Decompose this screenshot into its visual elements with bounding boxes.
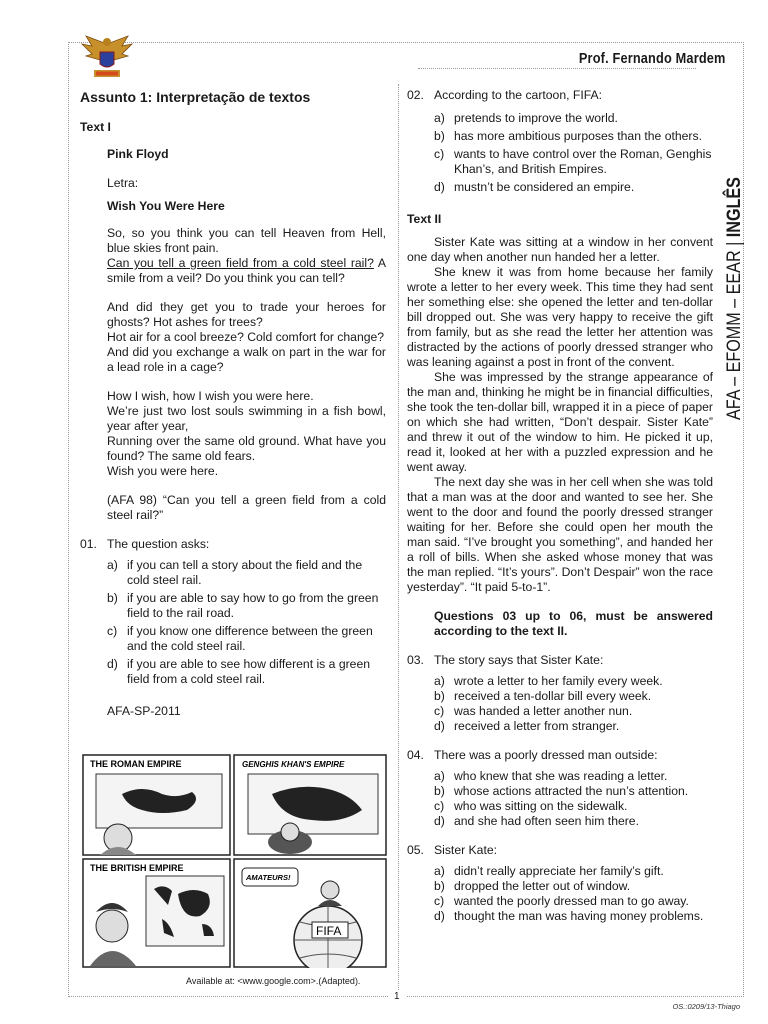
author-name: Prof. Fernando Mardem	[579, 50, 726, 67]
option[interactable]: d) mustn’t be considered an empire.	[434, 180, 635, 194]
option[interactable]: a) who knew that she was reading a letter.	[434, 769, 668, 783]
option[interactable]: a) didn’t really appreciate her family’s gift.	[434, 864, 664, 878]
text-label: Text II	[407, 212, 442, 226]
option[interactable]: d) thought the man was having money problems.	[434, 909, 704, 923]
band-name: Pink Floyd	[107, 147, 169, 161]
option[interactable]: a) wrote a letter to her family every week.	[434, 674, 663, 688]
section-title: Assunto 1: Interpretação de textos	[80, 89, 311, 105]
question-01: 01. The question asks:	[80, 537, 210, 551]
text-ii-body: Sister Kate was sitting at a window in her convent one day when another nun handed her a letter. She knew it was from home because her family wrote a letter to her every week. This time they had sent her something else: she opened the letter and ten-dollar bill dropped out. She was very happy to receive the gift from family, but as she read the letter her attention was distracted by the actions of poorly dressed stranger who was leaning against a post in front of the convent. She was impressed by the strange appearance of the man and, thinking he might be in financial difficulties, she took the ten-dollar bill, wrapped it in a piece of paper on which she had written, “Don’t despair. Sister Kate” and threw it out of the window to him. He picked it up, read it, looked at her with a puzzled expression and he went away. The next day she was in her cell when she was told that a man was at the door and wanted to see her. She went to the door and found the poorly dressed stranger waiting for her. Before she could open her mouth the man said. “I’ve brought you something”, and handed her a roll of bills. When she asked whose money that was the man replied. “It’s yours”. Don’t Despair” won the race yesterday”. “It paid 5-to-1”.	[407, 235, 713, 594]
left-column	[80, 88, 386, 719]
letra-label: Letra:	[107, 176, 139, 190]
afa98-quote: (AFA 98) “Can you tell a green field from a cold steel rail?”	[107, 493, 386, 522]
text-label: Text I	[80, 120, 111, 134]
song-title: Wish You Were Here	[107, 199, 225, 213]
question-02-options	[407, 111, 713, 195]
afa-sp-label: AFA-SP-2011	[107, 704, 181, 718]
amateurs-balloon: AMATEURS!	[246, 873, 291, 882]
question-05: 05. Sister Kate:	[407, 843, 497, 857]
option[interactable]: d) and she had often seen him there.	[434, 814, 639, 828]
option[interactable]: c) who was sitting on the sidewalk.	[434, 799, 628, 813]
option[interactable]: b) received a ten-dollar bill every week.	[434, 689, 652, 703]
cartoon-caption: Available at: <www.google.com>.(Adapted).	[186, 976, 361, 986]
underlined-question: Can you tell a green field from a cold steel rail?	[107, 256, 374, 270]
question-05-options	[407, 864, 713, 924]
option[interactable]: a) pretends to improve the world.	[434, 111, 618, 125]
header-rule	[418, 68, 696, 69]
option[interactable]: d) received a letter from stranger.	[434, 719, 620, 733]
british-label: THE BRITISH EMPIRE	[90, 863, 184, 873]
genghis-label: GENGHIS KHAN'S EMPIRE	[242, 760, 345, 769]
column-divider	[398, 84, 399, 992]
question-02: 02. According to the cartoon, FIFA:	[407, 88, 602, 102]
option[interactable]: b) if you are able to say how to go from the green field to the rail road.	[107, 591, 379, 620]
option[interactable]: b) whose actions attracted the nun’s attention.	[434, 784, 689, 798]
question-04: 04. There was a poorly dressed man outside:	[407, 748, 658, 762]
option[interactable]: b) has more ambitious purposes than the others.	[434, 129, 702, 143]
fifa-label: FIFA	[316, 924, 342, 938]
question-04-options	[407, 769, 713, 829]
vertical-subject-title: AFA – EFOMM – EEAR | INGLÊS	[724, 177, 745, 420]
option[interactable]: a) if you can tell a story about the field and the cold steel rail.	[107, 558, 363, 587]
option[interactable]: b) dropped the letter out of window.	[434, 879, 631, 893]
os-code: OS.:0209/13-Thiago	[672, 1002, 740, 1011]
roman-label: THE ROMAN EMPIRE	[90, 759, 182, 769]
question-01-options	[80, 558, 386, 687]
option[interactable]: d) if you are able to see how different is a green field from a cold steel rail.	[107, 657, 370, 686]
lyrics: So, so you think you can tell Heaven from Hell, blue skies front pain. Can you tell a green field from a cold steel rail? A smile from a veil? Do you think you can tell? And did they get you to trade your heroes for ghosts? Hot ashes for trees? Hot air for a cool breeze? Cold comfort for change? And did you exchange a walk on part in the war for a lead role in a cage? How I wish, how I wish you were here. We’re just two lost souls swimming in a fish bowl, year after year, Running over the same old ground. What have you found? The same old fears. Wish you were here. (AFA 98) “Can you tell a green field from a cold steel rail?”	[107, 226, 386, 522]
instructions: Questions 03 up to 06, must be answered according to the text II.	[434, 609, 713, 638]
right-column	[407, 88, 713, 924]
option[interactable]: c) if you know one difference between the green and the cold steel rail.	[107, 624, 373, 653]
question-03: 03. The story says that Sister Kate:	[407, 653, 604, 667]
page-number: 1	[388, 991, 406, 1002]
option[interactable]: c) wants to have control over the Roman, Genghis Khan’s, and British Empires.	[434, 147, 712, 176]
option[interactable]: c) wanted the poorly dressed man to go away.	[434, 894, 689, 908]
empires-cartoon	[82, 754, 388, 968]
option[interactable]: c) was handed a letter another nun.	[434, 704, 633, 718]
eagle-logo	[78, 30, 136, 88]
question-03-options	[407, 674, 713, 734]
